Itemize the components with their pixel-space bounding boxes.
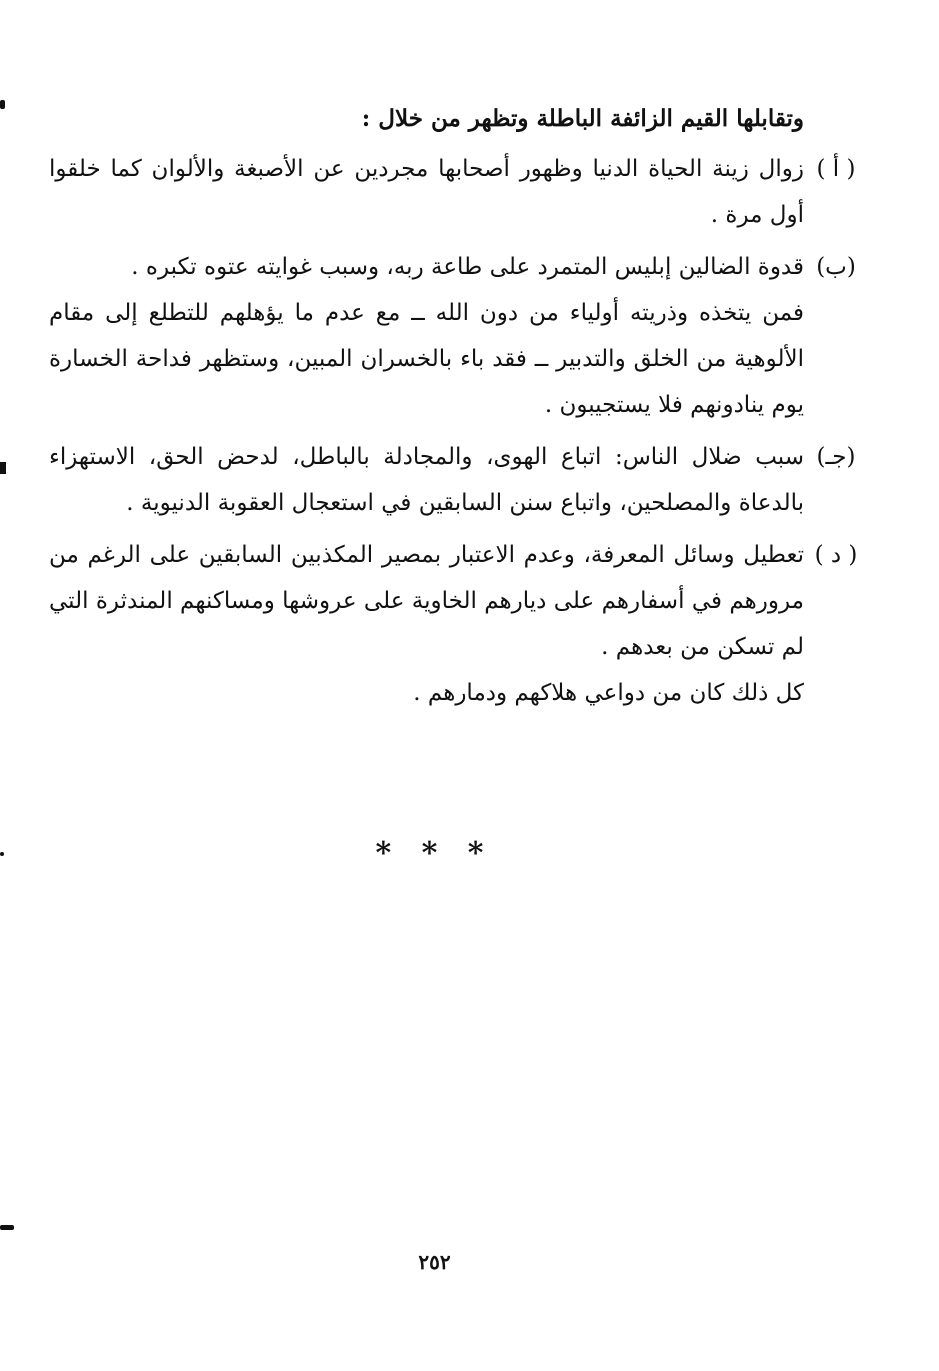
scan-artifact xyxy=(0,462,6,474)
page-body xyxy=(49,96,858,722)
item-marker: (جـ) xyxy=(816,444,856,470)
list-item-b xyxy=(49,244,856,428)
section-separator: * * * xyxy=(375,836,494,871)
item-marker: ( د ) xyxy=(814,542,858,568)
list-item-dal xyxy=(49,532,858,716)
list-item-a xyxy=(49,146,856,238)
item-marker: (ب) xyxy=(816,254,856,280)
intro-paragraph: وتقابلها القيم الزائفة الباطلة وتظهر من خلال : xyxy=(361,105,804,132)
item-text: قدوة الضالين إبليس المتمرد على طاعة ربه، وسبب غوايته عتوه تكبره . xyxy=(131,254,804,280)
page-number: ٢٥٢ xyxy=(418,1250,451,1274)
item-text: تعطيل وسائل المعرفة، وعدم الاعتبار بمصير المكذبين السابقين على الرغم من مرورهم في أسفارهم على ديارهم الخاوية على عروشها ومساكنهم المندثرة التي لم تسكن من بعدهم . xyxy=(49,542,804,660)
item-text: زوال زينة الحياة الدنيا وظهور أصحابها مجردين عن الأصبغة والألوان كما خلقوا أول مرة . xyxy=(49,156,804,228)
closing-sentence: كل ذلك كان من دواعي هلاكهم ودمارهم . xyxy=(413,680,804,706)
item-marker: ( أ ) xyxy=(816,156,856,182)
item-follow-paragraph: فمن يتخذه وذريته أولياء من دون الله ــ مع عدم ما يؤهلهم للتطلع إلى مقام الألوهية من الخلق والتدبير ــ فقد باء بالخسران المبين، وستظهر فداحة الخسارة يوم ينادونهم فلا يستجيبون . xyxy=(49,300,804,418)
scan-artifact xyxy=(0,1225,14,1230)
scan-artifact xyxy=(0,100,5,109)
item-text: سبب ضلال الناس: اتباع الهوى، والمجادلة بالباطل، لدحض الحق، الاستهزاء بالدعاة والمصلحين، واتباع سنن السابقين في استعجال العقوبة الدنيوية . xyxy=(49,444,804,516)
list-item-jeem xyxy=(49,434,856,526)
